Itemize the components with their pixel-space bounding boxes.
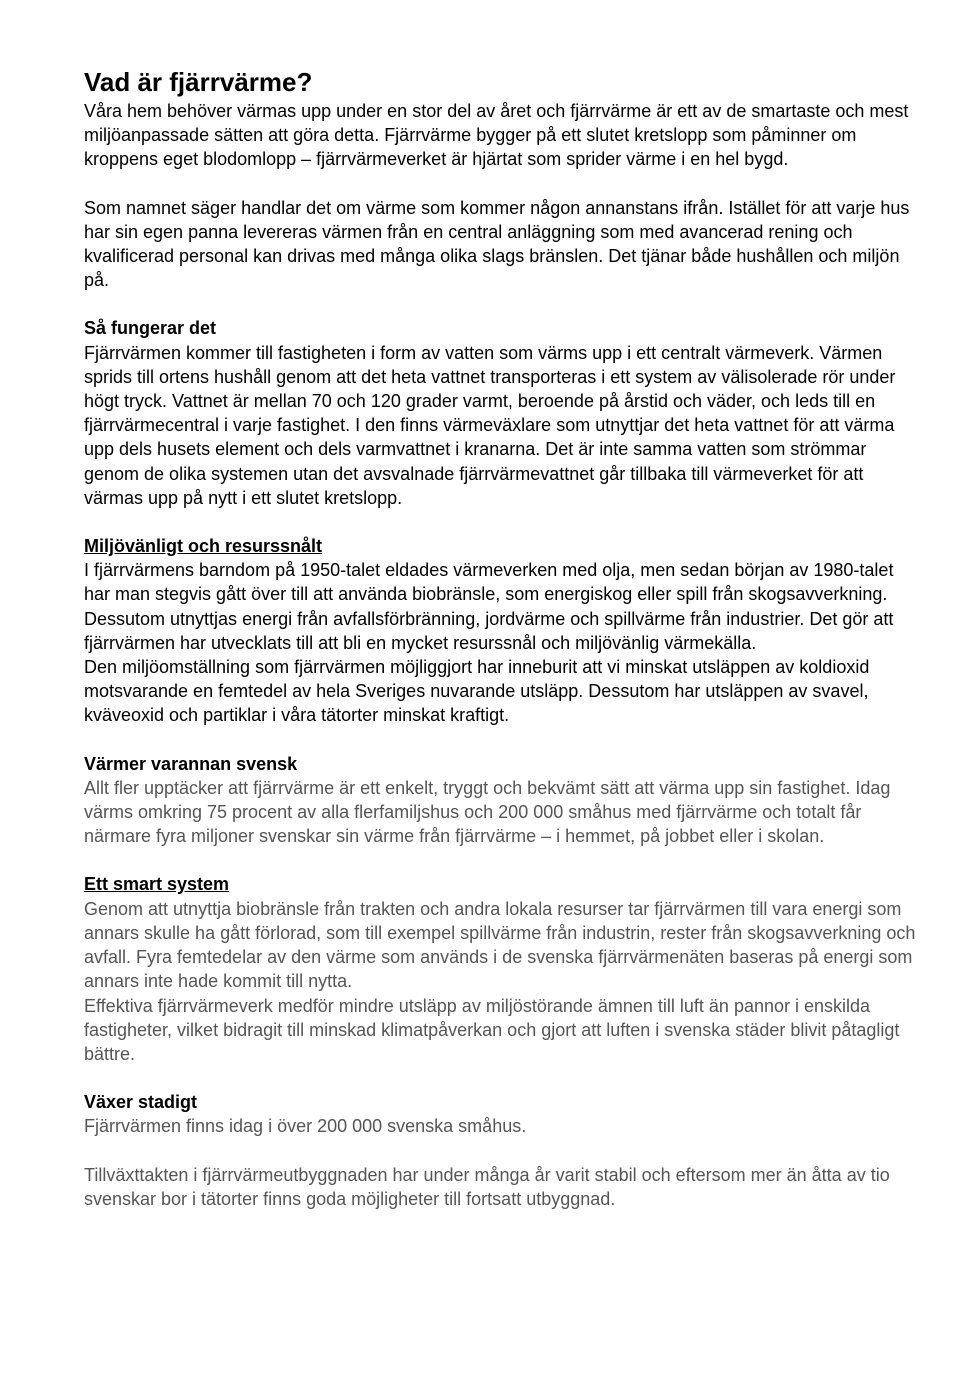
section-paragraph: Den miljöomställning som fjärrvärmen möjliggjort har inneburit att vi minskat utsläppen av koldioxid motsvarande en femtedel av hela Sveriges nuvarande utsläpp. Dessutom har utsläppen av svavel, kväveoxid och partiklar i våra tätorter minskat kraftigt. <box>84 657 870 726</box>
section-paragraph: Genom att utnyttja biobränsle från trakten och andra lokala resurser tar fjärrvärmen till vara energi som annars skulle ha gått förlorad, som till exempel spillvärme från industrin, rester från skogsavverkning och avfall. Fyra femtedelar av den värme som används i de svenska fjärrvärmenäten baseras på energi som annars inte hade kommit till nytta. <box>84 898 916 992</box>
section-paragraph: Allt fler upptäcker att fjärrvärme är ett enkelt, tryggt och bekvämt sätt att värma upp sin fastighet. Idag värms omkring 75 procent av alla flerfamiljshus och 200 000 småhus med fjärrvärme och totalt får närmare fyra miljoner svenskar sin värme från fjärrvärme – i hemmet, på jobbet eller i skolan. <box>84 777 891 847</box>
section-heading-vaxer-stadigt: Växer stadigt <box>84 1092 198 1113</box>
spacer <box>84 1139 920 1163</box>
section-heading-ett-smart-system: Ett smart system <box>84 874 230 895</box>
section-heading-varmer-varannan-svensk: Värmer varannan svensk <box>84 753 298 774</box>
section-heading-miljovanligt: Miljövänligt och resurssnålt <box>84 536 323 557</box>
section-heading-sa-fungerar-det: Så fungerar det <box>84 318 217 339</box>
section-paragraph: Effektiva fjärrvärmeverk medför mindre utsläpp av miljöstörande ämnen till luft än pannor i enskilda fastigheter, vilket bidragit till minskad klimatpåverkan och gjort att luften i svenska städer blivit påtagligt bättre. <box>84 995 900 1064</box>
intro-paragraph-2: Som namnet säger handlar det om värme som kommer någon annanstans ifrån. Istället för att varje hus har sin egen panna levereras värmen från en central anläggning som med avancerad rening och kvalificerad personal kan drivas med många olika slags bränslen. Det tjänar både hushållen och miljön på. <box>84 197 910 291</box>
section-paragraph: Fjärrvärmen kommer till fastigheten i form av vatten som värms upp i ett centralt värmeverk. Värmen sprids till ortens hushåll genom att det heta vattnet transporteras i ett system av välisolerade rör under högt tryck. Vattnet är mellan 70 och 120 grader varmt, beroende på årstid och väder, och leds till en fjärrvärmecentral i varje fastighet. I den finns värmeväxlare som utnyttjar det heta vattnet för att värma upp dels husets element och dels varmvattnet i kranarna. Det är inte samma vatten som strömmar genom de olika systemen utan det avsvalnade fjärrvärmevattnet går tillbaka till värmeverket för att värmas upp på nytt i ett slutet kretslopp. <box>84 342 896 508</box>
section-paragraph: I fjärrvärmens barndom på 1950-talet eldades värmeverken med olja, men sedan början av 1980-talet har man stegvis gått över till att använda biobränsle, som energiskog eller spill från skogsavverkning. Dessutom utnyttjas energi från avfallsförbränning, jordvärme och spillvärme från industrier. Det gör att fjärrvärmen har utvecklats till att bli en mycket resurssnål och miljövänlig värmekälla. <box>84 560 894 653</box>
spacer <box>84 848 920 872</box>
page-title: Vad är fjärrvärme? <box>84 67 313 97</box>
spacer <box>84 172 920 196</box>
intro-paragraph: Våra hem behöver värmas upp under en stor del av året och fjärrvärme är ett av de smartaste och mest miljöanpassade sätten att göra detta. Fjärrvärme bygger på ett slutet kretslopp som påminner om kroppens eget blodomlopp – fjärrvärmeverket är hjärtat som sprider värme i en hel bygd. <box>84 101 909 170</box>
spacer <box>84 510 920 534</box>
spacer <box>84 728 920 752</box>
section-paragraph: Tillväxttakten i fjärrvärmeutbyggnaden har under många år varit stabil och eftersom mer än åtta av tio svenskar bor i tätorter finns goda möjligheter till fortsatt utbyggnad. <box>84 1164 890 1209</box>
spacer <box>84 292 920 316</box>
spacer <box>84 1066 920 1090</box>
section-paragraph: Fjärrvärmen finns idag i över 200 000 svenska småhus. <box>84 1116 527 1137</box>
